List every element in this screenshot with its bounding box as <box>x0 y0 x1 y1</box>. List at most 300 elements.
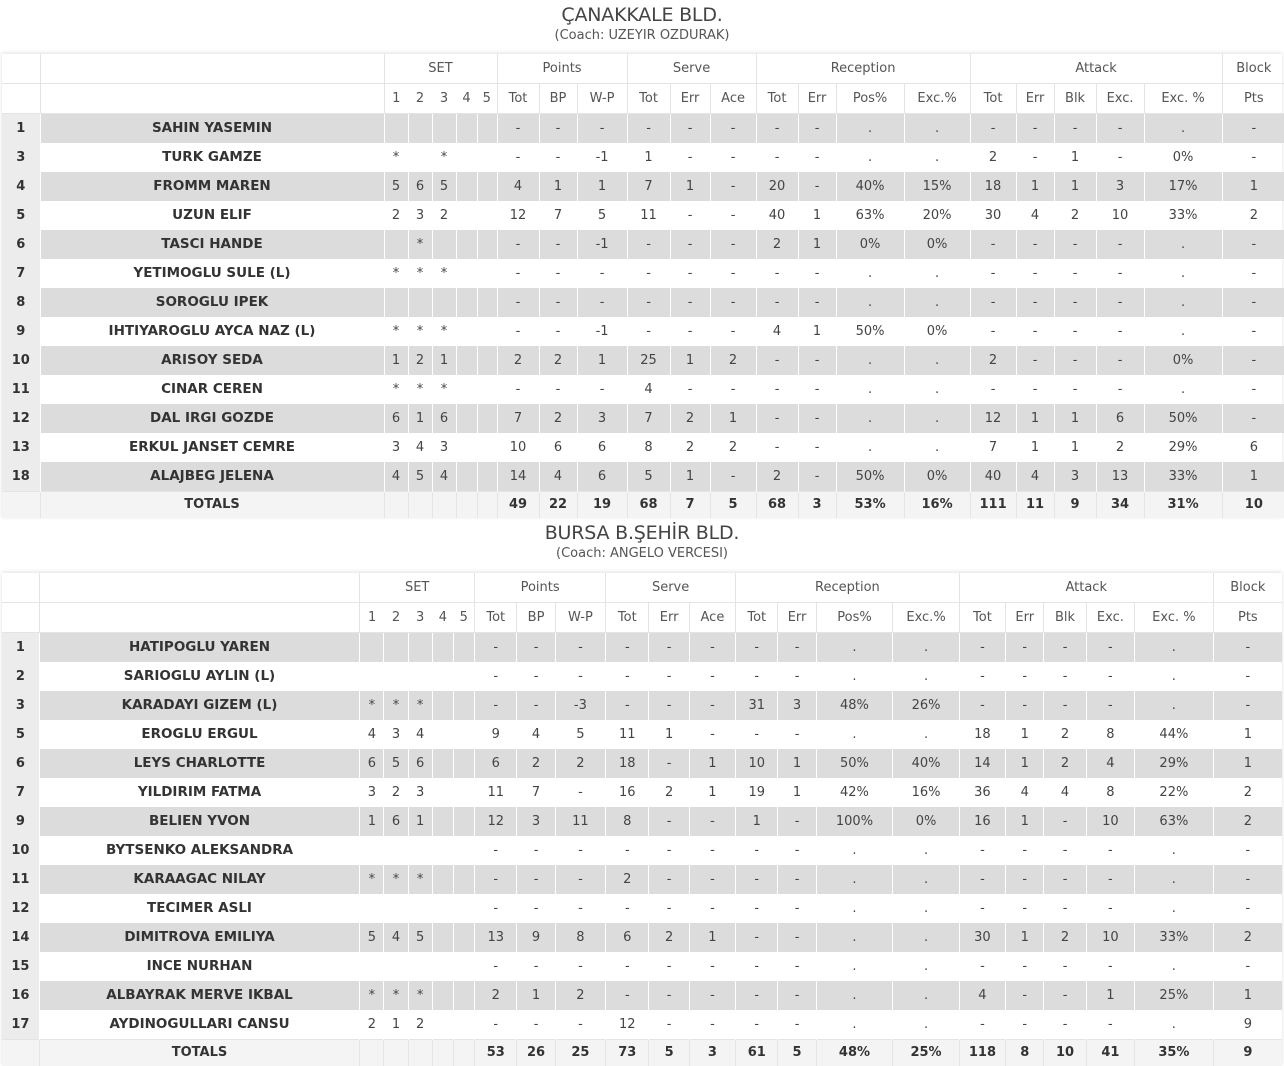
stat-cell: 1 <box>670 346 710 375</box>
stat-cell: - <box>710 201 756 230</box>
set-cell <box>384 836 408 865</box>
totals-cell: 53% <box>836 492 904 519</box>
stat-cell: - <box>1086 691 1134 720</box>
stat-cell: 1 <box>1054 172 1096 201</box>
set-cell <box>477 404 497 433</box>
stat-cell: - <box>517 662 555 691</box>
stat-cell: - <box>577 259 627 288</box>
set-cell: 2 <box>432 201 456 230</box>
stat-cell: 4 <box>627 375 670 404</box>
player-number: 1 <box>2 633 39 663</box>
stat-cell: - <box>627 114 670 144</box>
stat-cell: . <box>1135 633 1214 663</box>
stat-cell: 8 <box>606 807 649 836</box>
stat-cell: - <box>798 433 836 462</box>
stat-cell: 9 <box>517 923 555 952</box>
block-pts-cell: - <box>1222 375 1284 404</box>
header-sub-7: Err <box>778 603 816 633</box>
set-cell: 6 <box>432 404 456 433</box>
set-cell <box>477 114 497 144</box>
stat-cell: - <box>1086 1010 1134 1040</box>
stat-cell: 3 <box>517 807 555 836</box>
player-number: 5 <box>2 720 39 749</box>
player-row <box>2 633 1282 663</box>
team-stats-table <box>2 54 1282 518</box>
stat-cell: - <box>1016 346 1054 375</box>
stat-cell: - <box>539 317 577 346</box>
set-cell <box>432 952 453 981</box>
stat-cell: 50% <box>836 462 904 492</box>
totals-cell: 10 <box>1044 1040 1086 1066</box>
player-name: SOROGLU IPEK <box>40 288 384 317</box>
stat-cell: - <box>475 1010 517 1040</box>
stat-cell: - <box>555 1010 605 1040</box>
set-cell <box>432 865 453 894</box>
stat-cell: 7 <box>627 172 670 201</box>
set-cell: 6 <box>384 807 408 836</box>
stat-cell: - <box>959 1010 1005 1040</box>
stat-cell: - <box>670 259 710 288</box>
block-pts-cell: - <box>1222 114 1284 144</box>
header-set-4: 5 <box>453 603 474 633</box>
totals-cell: 19 <box>577 492 627 519</box>
player-name: BELIEN YVON <box>39 807 359 836</box>
stat-cell: 12 <box>497 201 539 230</box>
set-cell: 4 <box>408 433 432 462</box>
player-row <box>2 201 1284 230</box>
header-sub-4: Err <box>649 603 689 633</box>
set-cell <box>432 720 453 749</box>
totals-cell: 41 <box>1086 1040 1134 1066</box>
stat-cell: - <box>736 720 778 749</box>
set-cell: 3 <box>384 720 408 749</box>
stat-cell: . <box>836 375 904 404</box>
header-group-1: Points <box>475 573 606 603</box>
stat-cell: - <box>475 865 517 894</box>
player-number: 11 <box>2 375 40 404</box>
stat-cell: . <box>816 720 893 749</box>
stat-cell: 1 <box>798 201 836 230</box>
stat-cell: 0% <box>1144 346 1222 375</box>
set-cell: * <box>408 375 432 404</box>
stat-cell: - <box>1044 865 1086 894</box>
stat-cell: - <box>627 288 670 317</box>
stat-cell: - <box>606 952 649 981</box>
stat-cell: . <box>836 143 904 172</box>
header-set-4: 5 <box>477 84 497 114</box>
stat-cell: . <box>816 662 893 691</box>
player-number: 2 <box>2 662 39 691</box>
stat-cell: . <box>816 865 893 894</box>
player-number: 6 <box>2 230 40 259</box>
stat-cell: . <box>816 1010 893 1040</box>
stat-cell: 1 <box>689 778 735 807</box>
stat-cell: - <box>1044 952 1086 981</box>
set-cell <box>453 662 474 691</box>
stat-cell: - <box>710 462 756 492</box>
stat-cell: . <box>893 662 960 691</box>
totals-cell: 16% <box>904 492 970 519</box>
set-cell <box>453 1010 474 1040</box>
stat-cell: - <box>798 172 836 201</box>
stat-cell: . <box>904 288 970 317</box>
player-number: 12 <box>2 894 39 923</box>
stat-cell: - <box>627 259 670 288</box>
stat-cell: - <box>778 1010 816 1040</box>
totals-cell: 35% <box>1135 1040 1214 1066</box>
stat-cell: - <box>555 662 605 691</box>
stat-cell: - <box>649 662 689 691</box>
stat-cell: 8 <box>555 923 605 952</box>
stat-cell: - <box>689 836 735 865</box>
stat-cell: 20% <box>904 201 970 230</box>
player-row <box>2 230 1284 259</box>
stat-cell: - <box>689 952 735 981</box>
stat-cell: - <box>497 259 539 288</box>
header-group-2: Serve <box>627 54 756 84</box>
stat-cell: 2 <box>517 749 555 778</box>
stat-cell: 1 <box>577 172 627 201</box>
stat-cell: - <box>555 952 605 981</box>
stat-cell: 40% <box>893 749 960 778</box>
stat-cell: . <box>836 346 904 375</box>
stat-cell: 1 <box>670 172 710 201</box>
stat-cell: - <box>606 981 649 1010</box>
stat-cell: - <box>517 691 555 720</box>
stat-cell: 40 <box>970 462 1016 492</box>
set-cell: 6 <box>360 749 384 778</box>
stat-cell: 1 <box>798 230 836 259</box>
set-cell: 5 <box>384 172 408 201</box>
stat-cell: - <box>649 749 689 778</box>
team-header-0 <box>0 3 1284 45</box>
stat-cell: 1 <box>1016 404 1054 433</box>
stat-cell: 63% <box>836 201 904 230</box>
set-cell <box>456 317 477 346</box>
set-cell <box>432 230 456 259</box>
set-cell <box>477 201 497 230</box>
set-cell: 3 <box>408 201 432 230</box>
stat-cell: - <box>649 1010 689 1040</box>
stat-cell: . <box>816 836 893 865</box>
stat-cell: - <box>1054 375 1096 404</box>
set-cell <box>477 172 497 201</box>
stat-cell: - <box>1016 114 1054 144</box>
player-number: 8 <box>2 288 40 317</box>
stat-cell: 1 <box>778 778 816 807</box>
stat-cell: - <box>736 662 778 691</box>
header-sub-9: Exc.% <box>904 84 970 114</box>
stat-cell: 10 <box>497 433 539 462</box>
stat-cell: - <box>710 143 756 172</box>
team-coach: (Coach: ANGELO VERCESI) <box>0 545 1284 563</box>
set-cell: 1 <box>384 1010 408 1040</box>
stat-cell: 16% <box>893 778 960 807</box>
player-name: LEYS CHARLOTTE <box>39 749 359 778</box>
header-sub-12: Blk <box>1044 603 1086 633</box>
set-cell: 5 <box>360 923 384 952</box>
stat-cell: - <box>736 923 778 952</box>
header-sub-12: Blk <box>1054 84 1096 114</box>
stat-cell: 1 <box>689 749 735 778</box>
stat-cell: - <box>710 230 756 259</box>
player-number: 12 <box>2 404 40 433</box>
stat-cell: 1 <box>1016 172 1054 201</box>
stat-cell: 4 <box>1044 778 1086 807</box>
player-name: BYTSENKO ALEKSANDRA <box>39 836 359 865</box>
stat-cell: 25 <box>627 346 670 375</box>
stat-cell: - <box>1044 633 1086 663</box>
stat-cell: 2 <box>649 923 689 952</box>
stat-cell: 1 <box>577 346 627 375</box>
player-name: ALAJBEG JELENA <box>40 462 384 492</box>
stat-cell: . <box>1144 375 1222 404</box>
stat-cell: 12 <box>606 1010 649 1040</box>
stat-cell: - <box>710 259 756 288</box>
totals-cell: 48% <box>816 1040 893 1066</box>
header-set-0: 1 <box>384 84 408 114</box>
block-pts-cell: 1 <box>1222 462 1284 492</box>
stat-cell: 0% <box>893 807 960 836</box>
player-number: 17 <box>2 1010 39 1040</box>
block-pts-cell: - <box>1213 691 1282 720</box>
stat-cell: 1 <box>670 462 710 492</box>
stat-cell: 4 <box>517 720 555 749</box>
stat-cell: 2 <box>670 404 710 433</box>
team-name: BURSA B.ŞEHİR BLD. <box>0 521 1284 545</box>
set-cell <box>456 201 477 230</box>
block-pts-cell: 9 <box>1213 1010 1282 1040</box>
set-cell <box>360 894 384 923</box>
stat-cell: 5 <box>627 462 670 492</box>
stat-cell: - <box>756 346 798 375</box>
player-number: 7 <box>2 259 40 288</box>
stat-cell: - <box>778 807 816 836</box>
totals-label: TOTALS <box>40 492 384 519</box>
stat-cell: 3 <box>778 691 816 720</box>
set-cell: 6 <box>408 749 432 778</box>
player-name: HATIPOGLU YAREN <box>39 633 359 663</box>
totals-set-blank <box>432 492 456 519</box>
header-group-2: Serve <box>606 573 736 603</box>
stat-cell: - <box>1006 662 1044 691</box>
player-number: 4 <box>2 172 40 201</box>
header-sub-8: Pos% <box>816 603 893 633</box>
stat-cell: . <box>904 259 970 288</box>
stat-cell: . <box>836 288 904 317</box>
stat-cell: - <box>736 865 778 894</box>
header-group-3: Reception <box>756 54 970 84</box>
totals-set-blank <box>360 1040 384 1066</box>
stat-cell: - <box>1096 259 1144 288</box>
set-cell <box>408 288 432 317</box>
player-row <box>2 375 1284 404</box>
set-cell: * <box>408 691 432 720</box>
set-cell: 5 <box>408 462 432 492</box>
player-row <box>2 259 1284 288</box>
stat-cell: - <box>670 375 710 404</box>
set-cell <box>384 952 408 981</box>
player-row <box>2 865 1282 894</box>
stat-cell: - <box>670 230 710 259</box>
stat-cell: - <box>689 865 735 894</box>
stat-cell: - <box>756 259 798 288</box>
set-cell: * <box>408 230 432 259</box>
set-cell <box>432 749 453 778</box>
stat-cell: - <box>778 981 816 1010</box>
stat-cell: 2 <box>1096 433 1144 462</box>
block-pts-cell: - <box>1222 143 1284 172</box>
set-cell <box>453 633 474 663</box>
stat-cell: 3 <box>577 404 627 433</box>
set-cell: * <box>384 317 408 346</box>
stat-cell: 11 <box>555 807 605 836</box>
player-number: 1 <box>2 114 40 144</box>
set-cell: * <box>384 981 408 1010</box>
stat-cell: 2 <box>606 865 649 894</box>
stat-cell: 1 <box>1054 143 1096 172</box>
set-cell: * <box>408 317 432 346</box>
header-sub-2: W-P <box>577 84 627 114</box>
player-name: YILDIRIM FATMA <box>39 778 359 807</box>
player-row <box>2 317 1284 346</box>
stat-cell: - <box>539 114 577 144</box>
stat-cell: - <box>475 952 517 981</box>
set-cell: * <box>360 865 384 894</box>
stat-cell: - <box>1016 317 1054 346</box>
stat-cell: 2 <box>555 981 605 1010</box>
stat-cell: 2 <box>475 981 517 1010</box>
stat-cell: 40 <box>756 201 798 230</box>
set-cell <box>453 836 474 865</box>
set-cell <box>432 778 453 807</box>
stat-cell: 1 <box>627 143 670 172</box>
player-name: EROGLU ERGUL <box>39 720 359 749</box>
stat-cell: 1 <box>1006 807 1044 836</box>
stat-cell: 4 <box>1006 778 1044 807</box>
set-cell: 1 <box>408 807 432 836</box>
stat-cell: . <box>904 375 970 404</box>
set-cell <box>456 404 477 433</box>
team-header-1 <box>0 521 1284 563</box>
totals-cell: 9 <box>1054 492 1096 519</box>
stat-cell: - <box>497 143 539 172</box>
totals-set-blank <box>477 492 497 519</box>
stat-cell: - <box>1006 865 1044 894</box>
set-cell <box>360 633 384 663</box>
stat-cell: - <box>970 114 1016 144</box>
player-name: TASCI HANDE <box>40 230 384 259</box>
stat-cell: - <box>1006 633 1044 663</box>
stat-cell: - <box>1086 836 1134 865</box>
set-cell: * <box>432 317 456 346</box>
set-cell <box>384 662 408 691</box>
stat-cell: 1 <box>539 172 577 201</box>
header-sub-row <box>2 84 1284 114</box>
stat-cell: - <box>736 836 778 865</box>
totals-cell: 5 <box>710 492 756 519</box>
stat-cell: - <box>1016 288 1054 317</box>
player-name: DIMITROVA EMILIYA <box>39 923 359 952</box>
set-cell: 2 <box>384 201 408 230</box>
stat-cell: - <box>756 404 798 433</box>
set-cell <box>408 952 432 981</box>
stat-cell: - <box>577 288 627 317</box>
stat-cell: 40% <box>836 172 904 201</box>
stat-cell: - <box>1006 1010 1044 1040</box>
stat-cell: 2 <box>1044 923 1086 952</box>
set-cell: * <box>432 375 456 404</box>
stat-cell: - <box>1054 259 1096 288</box>
set-cell: 6 <box>408 172 432 201</box>
set-cell <box>408 836 432 865</box>
stat-cell: - <box>649 952 689 981</box>
stat-cell: - <box>649 865 689 894</box>
stat-cell: 26% <box>893 691 960 720</box>
stat-cell: 8 <box>1086 778 1134 807</box>
stat-cell: 8 <box>627 433 670 462</box>
stat-cell: 11 <box>606 720 649 749</box>
player-row <box>2 836 1282 865</box>
totals-cell: 5 <box>778 1040 816 1066</box>
team-coach: (Coach: UZEYIR OZDURAK) <box>0 27 1284 45</box>
stat-cell: - <box>1096 288 1144 317</box>
totals-cell: 34 <box>1096 492 1144 519</box>
stat-cell: - <box>778 633 816 663</box>
stat-cell: . <box>836 114 904 144</box>
stat-cell: 13 <box>1096 462 1144 492</box>
stat-cell: - <box>778 894 816 923</box>
player-row <box>2 172 1284 201</box>
header-sub-5: Ace <box>689 603 735 633</box>
player-row <box>2 346 1284 375</box>
stat-cell: . <box>816 981 893 1010</box>
stat-cell: . <box>893 865 960 894</box>
stat-cell: . <box>1135 952 1214 981</box>
set-cell <box>477 433 497 462</box>
stat-cell: 0% <box>904 462 970 492</box>
stat-cell: - <box>798 114 836 144</box>
stat-cell: - <box>778 952 816 981</box>
stat-cell: - <box>1086 894 1134 923</box>
stat-cell: - <box>736 894 778 923</box>
stat-cell: 6 <box>475 749 517 778</box>
stat-cell: - <box>627 317 670 346</box>
stat-cell: 36 <box>959 778 1005 807</box>
stat-cell: 12 <box>970 404 1016 433</box>
set-cell <box>456 172 477 201</box>
stat-cell: - <box>670 114 710 144</box>
totals-set-blank <box>384 1040 408 1066</box>
header-sub-11: Err <box>1016 84 1054 114</box>
header-sub-0: Tot <box>475 603 517 633</box>
set-cell <box>456 346 477 375</box>
player-name: TURK GAMZE <box>40 143 384 172</box>
totals-blank <box>2 492 40 519</box>
stat-cell: - <box>689 981 735 1010</box>
stat-cell: 7 <box>539 201 577 230</box>
stat-cell: 30 <box>959 923 1005 952</box>
set-cell <box>456 433 477 462</box>
stat-cell: . <box>1144 230 1222 259</box>
stat-cell: - <box>736 1010 778 1040</box>
stat-cell: 14 <box>959 749 1005 778</box>
set-cell <box>453 807 474 836</box>
header-set-3: 4 <box>432 603 453 633</box>
stat-cell: - <box>736 952 778 981</box>
stat-cell: - <box>798 462 836 492</box>
totals-block-pts: 9 <box>1213 1040 1282 1066</box>
